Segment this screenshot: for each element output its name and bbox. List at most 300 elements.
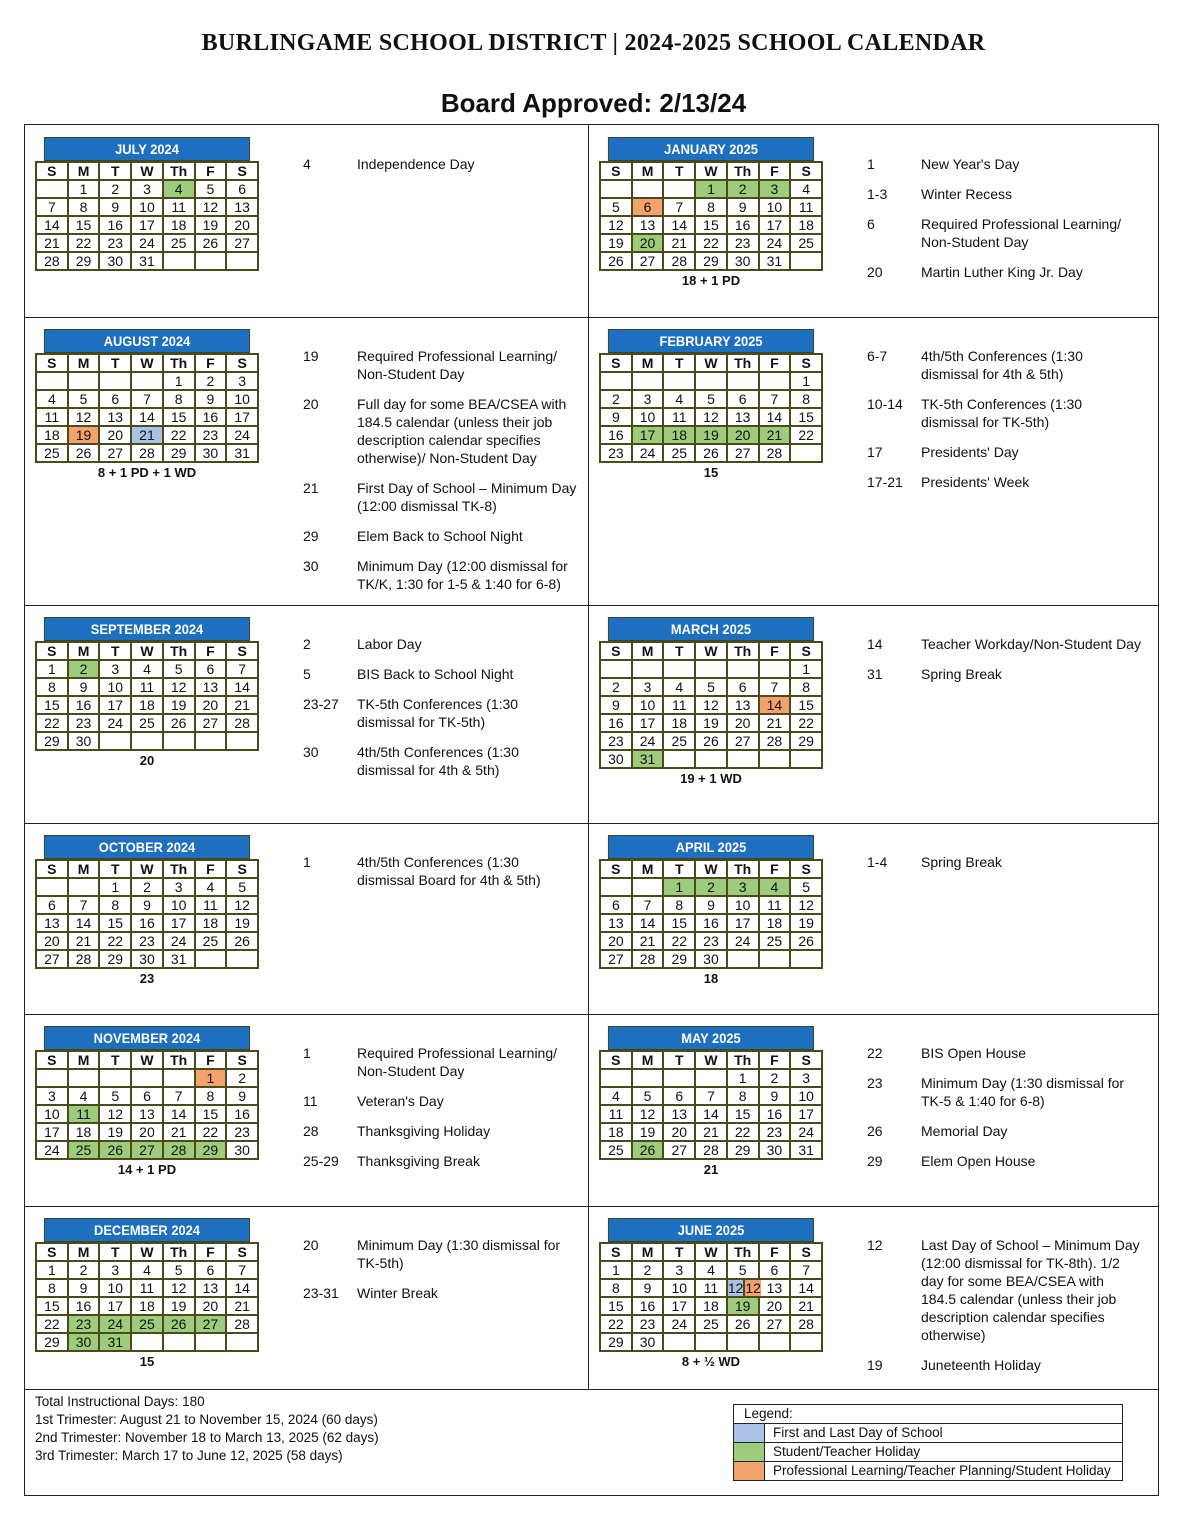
day-cell: 23 bbox=[226, 1123, 258, 1141]
legend-swatch-green bbox=[734, 1443, 765, 1461]
day-cell: 7 bbox=[663, 198, 695, 216]
weekday-label: S bbox=[600, 1051, 632, 1069]
day-cell: 9 bbox=[600, 408, 632, 426]
day-cell: 11 bbox=[790, 198, 822, 216]
weekday-label: W bbox=[695, 1243, 727, 1261]
weekday-label: F bbox=[195, 860, 227, 878]
day-cell: 3 bbox=[632, 390, 664, 408]
day-cell: 17 bbox=[632, 714, 664, 732]
event-description: Full day for some BEA/CSEA with 184.5 calendar (unless their job description calendar specifies otherwise)/ Non-Student Day bbox=[357, 396, 567, 466]
week-row bbox=[600, 1261, 822, 1279]
week-row bbox=[600, 1087, 822, 1105]
day-cell: 10 bbox=[163, 896, 195, 914]
week-row bbox=[36, 1297, 258, 1315]
weekday-label: S bbox=[600, 162, 632, 180]
day-cell bbox=[790, 1333, 822, 1351]
calendar-row bbox=[25, 125, 1158, 318]
day-cell: 19 bbox=[695, 714, 727, 732]
weekday-header-row bbox=[600, 860, 822, 878]
day-cell: 24 bbox=[99, 1315, 131, 1333]
instructional-days-count: 23 bbox=[139, 971, 155, 986]
day-cell: 4 bbox=[131, 660, 163, 678]
day-cell: 22 bbox=[68, 234, 100, 252]
weekday-label: T bbox=[663, 1243, 695, 1261]
event-list bbox=[303, 635, 578, 791]
day-cell bbox=[632, 372, 664, 390]
day-cell: 26 bbox=[790, 932, 822, 950]
week-row bbox=[600, 878, 822, 896]
week-row bbox=[36, 444, 258, 462]
month-table bbox=[599, 353, 823, 463]
weekday-label: M bbox=[68, 1243, 100, 1261]
day-cell: 8 bbox=[99, 896, 131, 914]
day-cell: 25 bbox=[600, 1141, 632, 1159]
event-date: 17-21 bbox=[867, 474, 903, 490]
day-cell: 19 bbox=[163, 696, 195, 714]
weekday-label: W bbox=[131, 642, 163, 660]
day-cell: 24 bbox=[131, 234, 163, 252]
day-cell: 14 bbox=[695, 1105, 727, 1123]
weekday-label: F bbox=[195, 642, 227, 660]
event-description: 4th/5th Conferences (1:30 dismissal Board for 4th & 5th) bbox=[357, 854, 541, 888]
month-table bbox=[599, 1242, 823, 1352]
day-cell: 26 bbox=[68, 444, 100, 462]
weekday-label: Th bbox=[727, 642, 759, 660]
day-cell: 5 bbox=[195, 180, 227, 198]
weekday-label: Th bbox=[727, 1243, 759, 1261]
weekday-label: W bbox=[131, 1051, 163, 1069]
weekday-label: F bbox=[759, 860, 791, 878]
day-cell: 11 bbox=[600, 1105, 632, 1123]
day-cell: 16 bbox=[759, 1105, 791, 1123]
day-cell: 8 bbox=[36, 678, 68, 696]
day-cell bbox=[600, 180, 632, 198]
weekday-label: S bbox=[36, 1051, 68, 1069]
weekday-label: Th bbox=[163, 860, 195, 878]
day-cell bbox=[68, 1069, 100, 1087]
weekday-label: S bbox=[790, 354, 822, 372]
weekday-label: S bbox=[226, 354, 258, 372]
day-cell: 13 bbox=[727, 696, 759, 714]
day-cell: 17 bbox=[36, 1123, 68, 1141]
day-cell: 22 bbox=[99, 932, 131, 950]
day-cell: 13 bbox=[195, 1279, 227, 1297]
day-cell: 1 bbox=[68, 180, 100, 198]
month-section bbox=[588, 125, 1152, 317]
day-cell: 17 bbox=[727, 914, 759, 932]
month-section bbox=[588, 317, 1152, 605]
month-section bbox=[588, 823, 1152, 1014]
month-section bbox=[25, 1206, 588, 1389]
week-row bbox=[36, 198, 258, 216]
day-cell: 17 bbox=[226, 408, 258, 426]
weekday-label: T bbox=[99, 1243, 131, 1261]
month-table bbox=[599, 161, 823, 271]
weekday-label: T bbox=[99, 860, 131, 878]
event-item bbox=[867, 185, 1142, 203]
weekday-label: W bbox=[131, 354, 163, 372]
weekday-label: F bbox=[759, 1243, 791, 1261]
day-cell: 7 bbox=[695, 1087, 727, 1105]
event-item bbox=[867, 347, 1142, 383]
day-cell: 25 bbox=[163, 234, 195, 252]
month-header: MARCH 2025 bbox=[608, 617, 814, 641]
day-cell: 16 bbox=[727, 216, 759, 234]
day-cell: 5 bbox=[600, 198, 632, 216]
day-cell: 8 bbox=[790, 390, 822, 408]
weekday-label: S bbox=[790, 642, 822, 660]
day-cell: 14 bbox=[163, 1105, 195, 1123]
day-cell: 30 bbox=[99, 252, 131, 270]
day-cell: 31 bbox=[759, 252, 791, 270]
day-cell: 12 bbox=[695, 696, 727, 714]
day-cell: 18 bbox=[759, 914, 791, 932]
day-cell bbox=[226, 950, 258, 968]
weekday-label: M bbox=[68, 354, 100, 372]
day-cell: 25 bbox=[790, 234, 822, 252]
day-cell bbox=[663, 372, 695, 390]
day-cell: 6 bbox=[600, 896, 632, 914]
weekday-label: M bbox=[632, 860, 664, 878]
day-cell: 17 bbox=[99, 696, 131, 714]
event-item bbox=[867, 1074, 1142, 1110]
day-cell: 2 bbox=[759, 1069, 791, 1087]
event-date: 19 bbox=[867, 1357, 883, 1373]
calendar-row bbox=[25, 1014, 1158, 1207]
day-cell bbox=[195, 950, 227, 968]
weekday-label: Th bbox=[727, 860, 759, 878]
event-item bbox=[303, 1284, 578, 1302]
day-cell: 15 bbox=[790, 696, 822, 714]
event-date: 11 bbox=[303, 1093, 318, 1109]
week-row bbox=[600, 390, 822, 408]
day-cell: 8 bbox=[695, 198, 727, 216]
day-cell: 31 bbox=[226, 444, 258, 462]
first-last-day-half: 12 bbox=[727, 1280, 744, 1296]
day-cell: 16 bbox=[195, 408, 227, 426]
day-cell: 3 bbox=[36, 1087, 68, 1105]
day-cell: 5 bbox=[163, 660, 195, 678]
weekday-label: F bbox=[195, 1243, 227, 1261]
day-cell: 27 bbox=[727, 444, 759, 462]
week-row bbox=[36, 1261, 258, 1279]
day-cell: 3 bbox=[226, 372, 258, 390]
day-cell: 4 bbox=[695, 1261, 727, 1279]
day-cell: 24 bbox=[163, 932, 195, 950]
day-cell: 17 bbox=[759, 216, 791, 234]
day-cell: 4 bbox=[663, 678, 695, 696]
weekday-label: T bbox=[663, 860, 695, 878]
weekday-label: Th bbox=[163, 1051, 195, 1069]
day-cell: 2 bbox=[68, 660, 100, 678]
day-cell: 20 bbox=[727, 714, 759, 732]
day-cell: 1 bbox=[36, 660, 68, 678]
instructional-days-count: 15 bbox=[703, 465, 719, 480]
day-cell: 12 bbox=[163, 678, 195, 696]
day-cell: 29 bbox=[68, 252, 100, 270]
day-cell: 22 bbox=[600, 1315, 632, 1333]
day-cell: 10 bbox=[632, 696, 664, 714]
event-date: 25-29 bbox=[303, 1153, 339, 1169]
month-calendar bbox=[35, 835, 259, 986]
day-cell: 28 bbox=[759, 444, 791, 462]
day-cell: 22 bbox=[663, 932, 695, 950]
day-cell: 21 bbox=[632, 932, 664, 950]
day-cell bbox=[68, 372, 100, 390]
day-cell: 31 bbox=[131, 252, 163, 270]
month-header: AUGUST 2024 bbox=[44, 329, 250, 353]
week-row bbox=[36, 252, 258, 270]
event-description: Minimum Day (1:30 dismissal for TK-5th) bbox=[357, 1237, 561, 1271]
day-cell: 9 bbox=[600, 696, 632, 714]
event-description: Required Professional Learning/ Non-Student Day bbox=[357, 1045, 558, 1079]
day-cell: 23 bbox=[600, 732, 632, 750]
weekday-label: M bbox=[68, 642, 100, 660]
day-cell: 12 bbox=[632, 1105, 664, 1123]
day-cell: 12 bbox=[226, 896, 258, 914]
day-cell: 24 bbox=[36, 1141, 68, 1159]
day-cell: 31 bbox=[790, 1141, 822, 1159]
day-cell: 3 bbox=[632, 678, 664, 696]
day-cell: 30 bbox=[759, 1141, 791, 1159]
day-cell: 27 bbox=[131, 1141, 163, 1159]
day-cell: 7 bbox=[226, 1261, 258, 1279]
day-cell: 20 bbox=[600, 932, 632, 950]
weekday-label: T bbox=[99, 162, 131, 180]
event-date: 1 bbox=[867, 156, 875, 172]
day-cell: 27 bbox=[632, 252, 664, 270]
legend-label: Professional Learning/Teacher Planning/Student Holiday bbox=[773, 1463, 1111, 1478]
day-cell bbox=[36, 1069, 68, 1087]
day-cell: 6 bbox=[36, 896, 68, 914]
day-cell bbox=[663, 180, 695, 198]
day-cell: 2 bbox=[226, 1069, 258, 1087]
day-cell bbox=[163, 252, 195, 270]
day-cell bbox=[695, 750, 727, 768]
week-row bbox=[600, 234, 822, 252]
event-date: 1 bbox=[303, 1045, 311, 1061]
day-cell: 20 bbox=[195, 1297, 227, 1315]
month-calendar bbox=[35, 1026, 259, 1177]
day-cell: 22 bbox=[727, 1123, 759, 1141]
legend-label: First and Last Day of School bbox=[773, 1425, 943, 1440]
day-cell: 11 bbox=[68, 1105, 100, 1123]
month-calendar bbox=[599, 835, 823, 986]
day-cell: 14 bbox=[226, 678, 258, 696]
day-cell bbox=[36, 372, 68, 390]
weekday-label: S bbox=[226, 860, 258, 878]
day-cell bbox=[131, 1069, 163, 1087]
month-header: JANUARY 2025 bbox=[608, 137, 814, 161]
day-cell: 6 bbox=[727, 390, 759, 408]
weekday-label: S bbox=[36, 1243, 68, 1261]
day-cell bbox=[163, 1333, 195, 1351]
event-description: BIS Open House bbox=[921, 1045, 1027, 1061]
day-cell: 24 bbox=[632, 732, 664, 750]
event-list bbox=[303, 1236, 578, 1314]
day-cell bbox=[759, 372, 791, 390]
day-cell: 23 bbox=[759, 1123, 791, 1141]
event-date: 4 bbox=[303, 156, 311, 172]
weekday-label: Th bbox=[727, 354, 759, 372]
weekday-label: T bbox=[663, 1051, 695, 1069]
day-cell: 20 bbox=[99, 426, 131, 444]
day-cell: 24 bbox=[226, 426, 258, 444]
day-cell: 28 bbox=[632, 950, 664, 968]
weekday-label: S bbox=[36, 642, 68, 660]
day-cell: 6 bbox=[663, 1087, 695, 1105]
day-cell: 16 bbox=[600, 714, 632, 732]
day-cell: 20 bbox=[727, 426, 759, 444]
weekday-header-row bbox=[36, 860, 258, 878]
day-cell: 28 bbox=[68, 950, 100, 968]
day-cell: 23 bbox=[695, 932, 727, 950]
day-cell: 11 bbox=[695, 1279, 727, 1297]
day-cell: 9 bbox=[727, 198, 759, 216]
month-header: JUNE 2025 bbox=[608, 1218, 814, 1242]
weekday-label: T bbox=[663, 354, 695, 372]
day-cell: 21 bbox=[759, 426, 791, 444]
day-cell: 13 bbox=[36, 914, 68, 932]
event-item bbox=[303, 479, 578, 515]
trimester-1: 1st Trimester: August 21 to November 15, 2024 (60 days) bbox=[35, 1412, 378, 1427]
day-cell: 8 bbox=[163, 390, 195, 408]
day-cell: 29 bbox=[163, 444, 195, 462]
day-cell bbox=[759, 1333, 791, 1351]
day-cell: 10 bbox=[727, 896, 759, 914]
month-header: OCTOBER 2024 bbox=[44, 835, 250, 859]
day-cell: 23 bbox=[632, 1315, 664, 1333]
day-cell: 28 bbox=[226, 1315, 258, 1333]
day-cell: 3 bbox=[663, 1261, 695, 1279]
day-cell: 13 bbox=[131, 1105, 163, 1123]
calendar-row bbox=[25, 317, 1158, 606]
month-section bbox=[25, 317, 588, 605]
calendar-row bbox=[25, 823, 1158, 1015]
week-row bbox=[36, 180, 258, 198]
event-date: 20 bbox=[303, 1237, 319, 1253]
day-cell: 17 bbox=[163, 914, 195, 932]
day-cell: 27 bbox=[36, 950, 68, 968]
day-cell: 29 bbox=[600, 1333, 632, 1351]
week-row bbox=[36, 234, 258, 252]
day-cell: 30 bbox=[195, 444, 227, 462]
day-cell bbox=[99, 1069, 131, 1087]
event-list bbox=[303, 853, 578, 901]
legend-item-planning bbox=[734, 1462, 1122, 1480]
month-calendar bbox=[35, 329, 259, 480]
day-cell: 24 bbox=[727, 932, 759, 950]
day-cell: 18 bbox=[695, 1297, 727, 1315]
planning-day-half: 12 bbox=[745, 1280, 761, 1296]
week-row bbox=[600, 216, 822, 234]
day-cell: 10 bbox=[99, 1279, 131, 1297]
day-cell: 3 bbox=[790, 1069, 822, 1087]
week-row bbox=[36, 1105, 258, 1123]
day-cell: 16 bbox=[695, 914, 727, 932]
total-days: Total Instructional Days: 180 bbox=[35, 1394, 205, 1409]
event-date: 2 bbox=[303, 636, 311, 652]
event-list bbox=[303, 1044, 578, 1182]
event-list bbox=[303, 347, 578, 605]
weekday-label: S bbox=[36, 354, 68, 372]
day-cell: 1 bbox=[163, 372, 195, 390]
day-cell bbox=[131, 372, 163, 390]
day-cell bbox=[695, 1069, 727, 1087]
day-cell: 18 bbox=[600, 1123, 632, 1141]
event-list bbox=[867, 347, 1142, 503]
day-cell: 14 bbox=[759, 696, 791, 714]
event-date: 26 bbox=[867, 1123, 883, 1139]
day-cell: 6 bbox=[226, 180, 258, 198]
day-cell: 6 bbox=[195, 660, 227, 678]
week-row bbox=[600, 444, 822, 462]
day-cell: 7 bbox=[68, 896, 100, 914]
day-cell: 15 bbox=[195, 1105, 227, 1123]
day-cell: 25 bbox=[759, 932, 791, 950]
event-date: 23-27 bbox=[303, 696, 339, 712]
week-row bbox=[600, 1315, 822, 1333]
week-row bbox=[600, 408, 822, 426]
day-cell: 22 bbox=[195, 1123, 227, 1141]
week-row bbox=[36, 678, 258, 696]
day-cell: 24 bbox=[663, 1315, 695, 1333]
day-cell: 10 bbox=[36, 1105, 68, 1123]
day-cell: 30 bbox=[632, 1333, 664, 1351]
day-cell: 25 bbox=[663, 444, 695, 462]
week-row bbox=[36, 914, 258, 932]
month-table bbox=[35, 859, 259, 969]
week-row bbox=[600, 732, 822, 750]
day-cell: 26 bbox=[695, 732, 727, 750]
weekday-label: Th bbox=[727, 162, 759, 180]
week-row bbox=[600, 714, 822, 732]
day-cell bbox=[727, 1333, 759, 1351]
week-row bbox=[36, 1087, 258, 1105]
day-cell: 26 bbox=[195, 234, 227, 252]
event-date: 5 bbox=[303, 666, 311, 682]
day-cell: 5 bbox=[99, 1087, 131, 1105]
week-row bbox=[36, 390, 258, 408]
day-cell: 26 bbox=[163, 714, 195, 732]
weekday-label: S bbox=[226, 1243, 258, 1261]
day-cell: 9 bbox=[695, 896, 727, 914]
weekday-label: S bbox=[790, 1051, 822, 1069]
week-row bbox=[600, 696, 822, 714]
day-cell: 5 bbox=[68, 390, 100, 408]
weekday-label: W bbox=[131, 162, 163, 180]
weekday-label: S bbox=[600, 642, 632, 660]
day-cell: 14 bbox=[632, 914, 664, 932]
event-description: Independence Day bbox=[357, 156, 475, 172]
legend-swatch-blue bbox=[734, 1424, 765, 1442]
week-row bbox=[600, 950, 822, 968]
month-calendar bbox=[599, 1026, 823, 1177]
day-cell bbox=[36, 878, 68, 896]
day-cell: 26 bbox=[600, 252, 632, 270]
event-date: 19 bbox=[303, 348, 319, 364]
day-cell: 28 bbox=[663, 252, 695, 270]
week-row bbox=[36, 932, 258, 950]
day-cell: 20 bbox=[226, 216, 258, 234]
day-cell bbox=[727, 950, 759, 968]
day-cell: 20 bbox=[663, 1123, 695, 1141]
day-cell bbox=[163, 1069, 195, 1087]
event-item bbox=[867, 1356, 1142, 1374]
weekday-header-row bbox=[36, 354, 258, 372]
event-description: Presidents' Day bbox=[921, 444, 1019, 460]
day-cell bbox=[600, 372, 632, 390]
